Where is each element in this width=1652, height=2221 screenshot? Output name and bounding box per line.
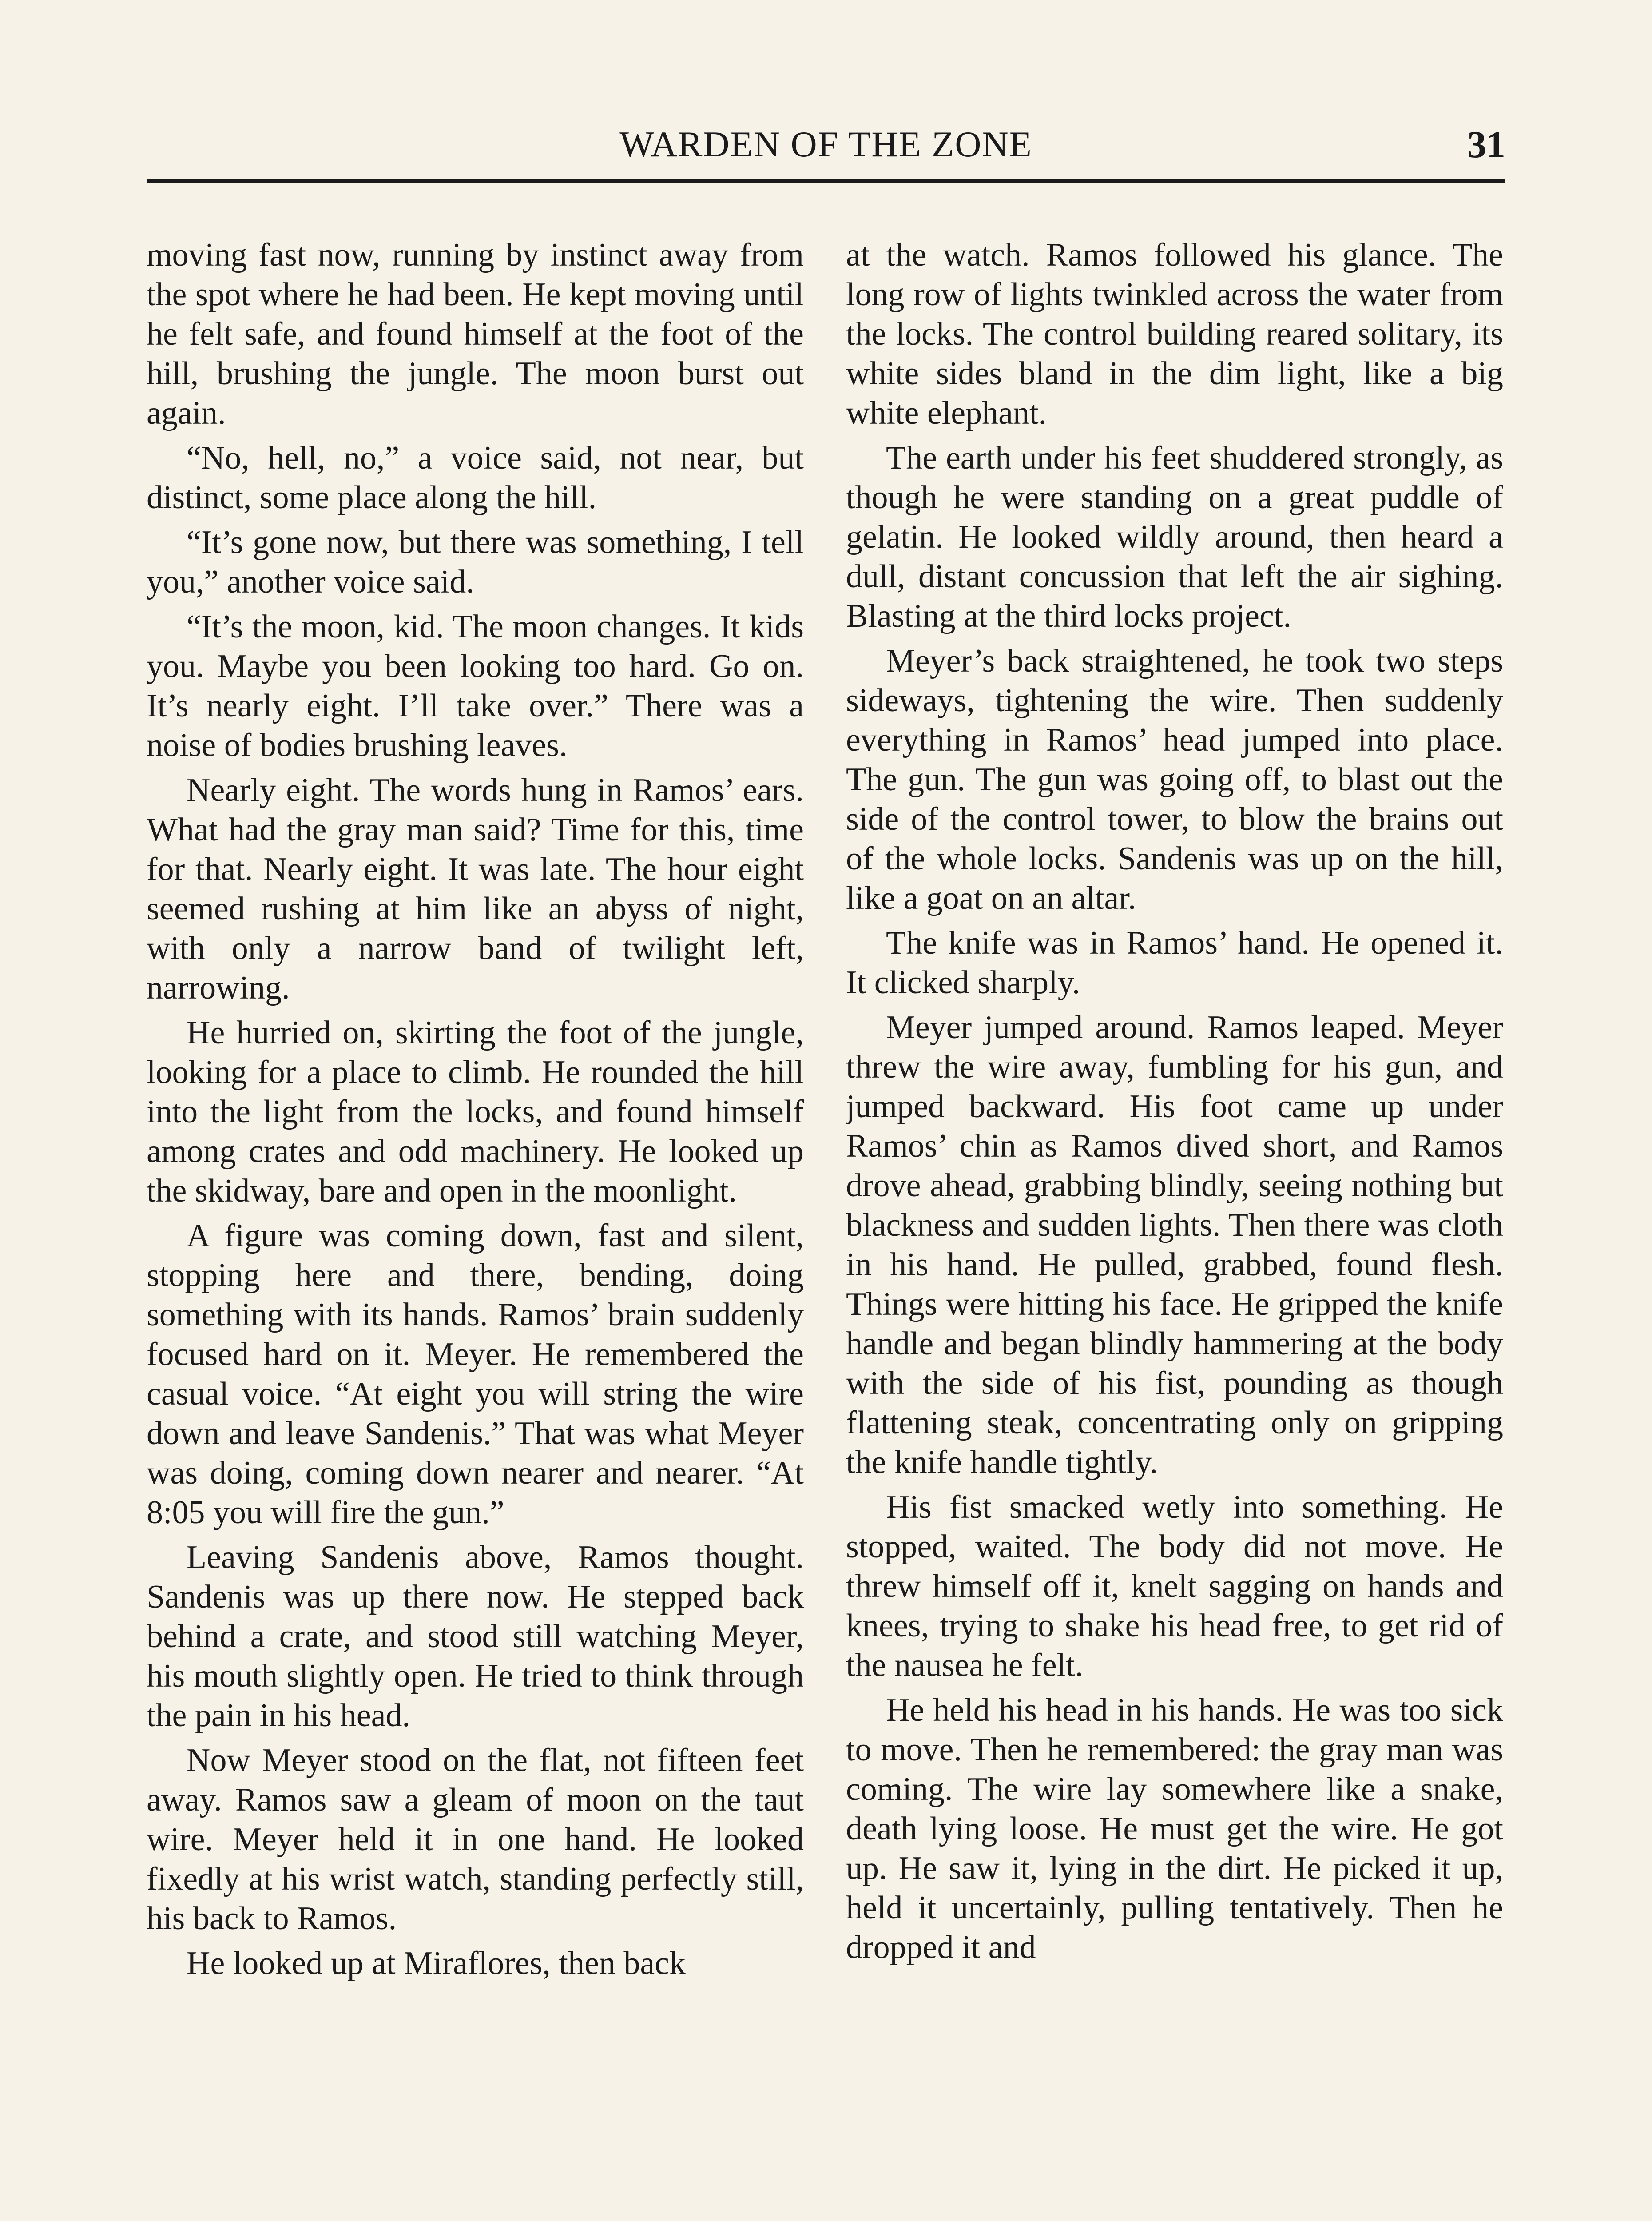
paragraph: Nearly eight. The words hung in Ramos’ ears. What had the gray man said? Time for this, time for that. Nearly eight. It was late. The hour eight seemed rushing at him like an abyss of night, with only a narrow band of twilight left, narrowing. [147,772,804,1006]
paragraph: at the watch. Ramos followed his glance. The long row of lights twinkled across the water from the locks. The control building reared solitary, its white sides bland in the dim light, like a big white elephant. [846,237,1503,431]
right-column [846,235,1503,2221]
paragraph: “No, hell, no,” a voice said, not near, but distinct, some place along the hill. [147,440,804,516]
paragraph: He hurried on, skirting the foot of the jungle, looking for a place to climb. He rounded the hill into the light from the locks, and found himself among crates and odd machinery. He looked up the skidway, bare and open in the moonlight. [147,1015,804,1209]
running-title: WARDEN OF THE ZONE [620,124,1032,164]
page-header [147,120,1505,173]
header-rule [147,179,1505,183]
paragraph: Leaving Sandenis above, Ramos thought. Sandenis was up there now. He stepped back behind a crate, and stood still watching Meyer, his mouth slightly open. He tried to think through the pain in his head. [147,1539,804,1734]
paragraph: He looked up at Miraflores, then back [187,1945,686,1982]
paragraph: “It’s the moon, kid. The moon changes. It kids you. Maybe you been looking too hard. Go on. It’s nearly eight. I’ll take over.” There was a noise of bodies brushing leaves. [147,609,804,764]
paragraph: Now Meyer stood on the flat, not fifteen feet away. Ramos saw a gleam of moon on the taut wire. Meyer held it in one hand. He looked fixedly at his wrist watch, standing perfectly still, his back to Ramos. [147,1742,804,1937]
page-number: 31 [1467,123,1505,166]
paragraph: Meyer jumped around. Ramos leaped. Meyer threw the wire away, fumbling for his gun, and jumped backward. His foot came up under Ramos’ chin as Ramos dived short, and Ramos drove ahead, grabbing blindly, seeing nothing but blackness and sudden lights. Then there was cloth in his hand. He pulled, grabbed, found flesh. Things were hitting his face. He gripped the knife handle and began blindly hammering at the body with the side of his fist, pounding as though flattening steak, concentrating only on gripping the knife handle tightly. [846,1009,1503,1481]
paragraph: The knife was in Ramos’ hand. He opened it. It clicked sharply. [846,925,1503,1001]
paragraph: A figure was coming down, fast and silent, stopping here and there, bending, doing something with its hands. Ramos’ brain suddenly focused hard on it. Meyer. He remembered the casual voice. “At eight you will string the wire down and leave Sandenis.” That was what Meyer was doing, coming down nearer and nearer. “At 8:05 you will fire the gun.” [147,1218,804,1531]
left-column [147,235,804,2221]
paragraph: “It’s gone now, but there was something, I tell you,” another voice said. [147,524,804,600]
paragraph: moving fast now, running by instinct away from the spot where he had been. He kept moving until he felt safe, and found himself at the foot of the hill, brushing the jungle. The moon burst out again. [147,237,804,431]
paragraph: Meyer’s back straightened, he took two steps sideways, tightening the wire. Then suddenly everything in Ramos’ head jumped into place. The gun. The gun was going off, to blast out the side of the control tower, to blow the brains out of the whole locks. Sandenis was up on the hill, like a goat on an altar. [846,643,1503,916]
paragraph: His fist smacked wetly into something. He stopped, waited. The body did not move. He threw himself off it, knelt sagging on hands and knees, trying to shake his head free, to get rid of the nausea he felt. [846,1489,1503,1684]
paragraph: He held his head in his hands. He was too sick to move. Then he remembered: the gray man was coming. The wire lay somewhere like a snake, death lying loose. He must get the wire. He got up. He saw it, lying in the dirt. He picked it up, held it uncertainly, pulling tentatively. Then he dropped it and [846,1692,1503,1966]
paragraph: The earth under his feet shuddered strongly, as though he were standing on a great puddle of gelatin. He looked wildly around, then heard a dull, distant concussion that left the air sighing. Blasting at the third locks project. [846,440,1503,634]
